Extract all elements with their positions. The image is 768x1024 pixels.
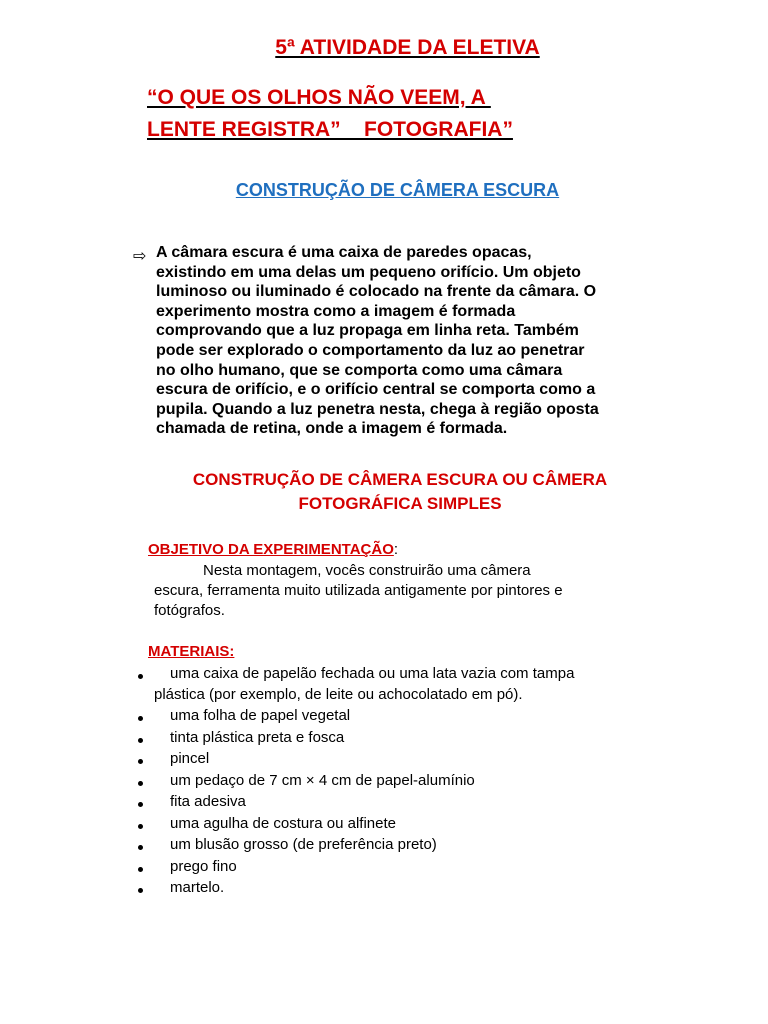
list-item: martelo. [170,879,225,896]
paragraph-line: luminoso ou iluminado é colocado na frente da câmara. O [156,283,597,301]
list-item: uma folha de papel vegetal [170,707,351,724]
list-item: um blusão grosso (de preferência preto) [170,836,437,853]
list-item: prego fino [170,858,237,875]
paragraph-line: pupila. Quando a luz penetra nesta, chega à região oposta [156,400,599,418]
section-title-line-2: FOTOGRÁFICA SIMPLES [298,494,502,513]
objective-label-text: OBJETIVO DA EXPERIMENTAÇÃO [148,541,394,558]
paragraph-line: no olho humano, que se comporta como uma câmara [156,361,563,379]
list-item: uma agulha de costura ou alfinete [170,815,396,832]
paragraph-line: A câmara escura é uma caixa de paredes opacas, [156,244,532,261]
objective-label [148,541,398,558]
bullet-icon [138,716,143,721]
objective-text-line-3: fotógrafos. [154,602,225,619]
paragraph-line: escura de orifício, e o orifício central se comporta como a [156,381,596,399]
paragraph-line: chamada de retina, onde a imagem é formada. [156,420,508,438]
bullet-icon [138,888,143,893]
bullet-icon [138,781,143,786]
list-item: tinta plástica preta e fosca [170,729,345,746]
right-arrow-icon: ⇨ [133,248,147,265]
subtitle-line-2: LENTE REGISTRA” FOTOGRAFIA” [147,118,513,141]
subtitle-line-1: “O QUE OS OLHOS NÃO VEEM, A [147,86,491,109]
paragraph-line: experimento mostra como a imagem é formada [156,302,516,320]
bullet-icon [138,674,143,679]
list-item: pincel [170,750,210,767]
bullet-icon [138,824,143,829]
objective-text-line-1: Nesta montagem, vocês construirão uma câmera [203,562,531,579]
bullet-icon [138,738,143,743]
bullet-icon [138,845,143,850]
list-item: plástica (por exemplo, de leite ou achocolatado em pó). [154,686,523,703]
paragraph-line: comprovando que a luz propaga em linha reta. Também [156,322,579,340]
bullet-icon [138,759,143,764]
list-item: um pedaço de 7 cm × 4 cm de papel-alumínio [170,772,475,789]
document-title: 5ª ATIVIDADE DA ELETIVA [275,36,540,59]
objective-text-line-2: escura, ferramenta muito utilizada antigamente por pintores e [154,582,563,599]
bullet-icon [138,867,143,872]
materials-label: MATERIAIS: [148,643,235,660]
paragraph-line: pode ser explorado o comportamento da luz ao penetrar [156,341,585,359]
objective-colon: : [393,541,399,558]
bullet-icon [138,802,143,807]
list-item: fita adesiva [170,793,246,810]
list-item: uma caixa de papelão fechada ou uma lata vazia com tampa [170,665,575,682]
paragraph-line: existindo em uma delas um pequeno orifício. Um objeto [156,263,581,281]
intro-paragraph [156,243,676,439]
section-title-camera-escura: CONSTRUÇÃO DE CÂMERA ESCURA [235,180,560,200]
section-title-line-1: CONSTRUÇÃO DE CÂMERA ESCURA OU CÂMERA [192,470,608,489]
